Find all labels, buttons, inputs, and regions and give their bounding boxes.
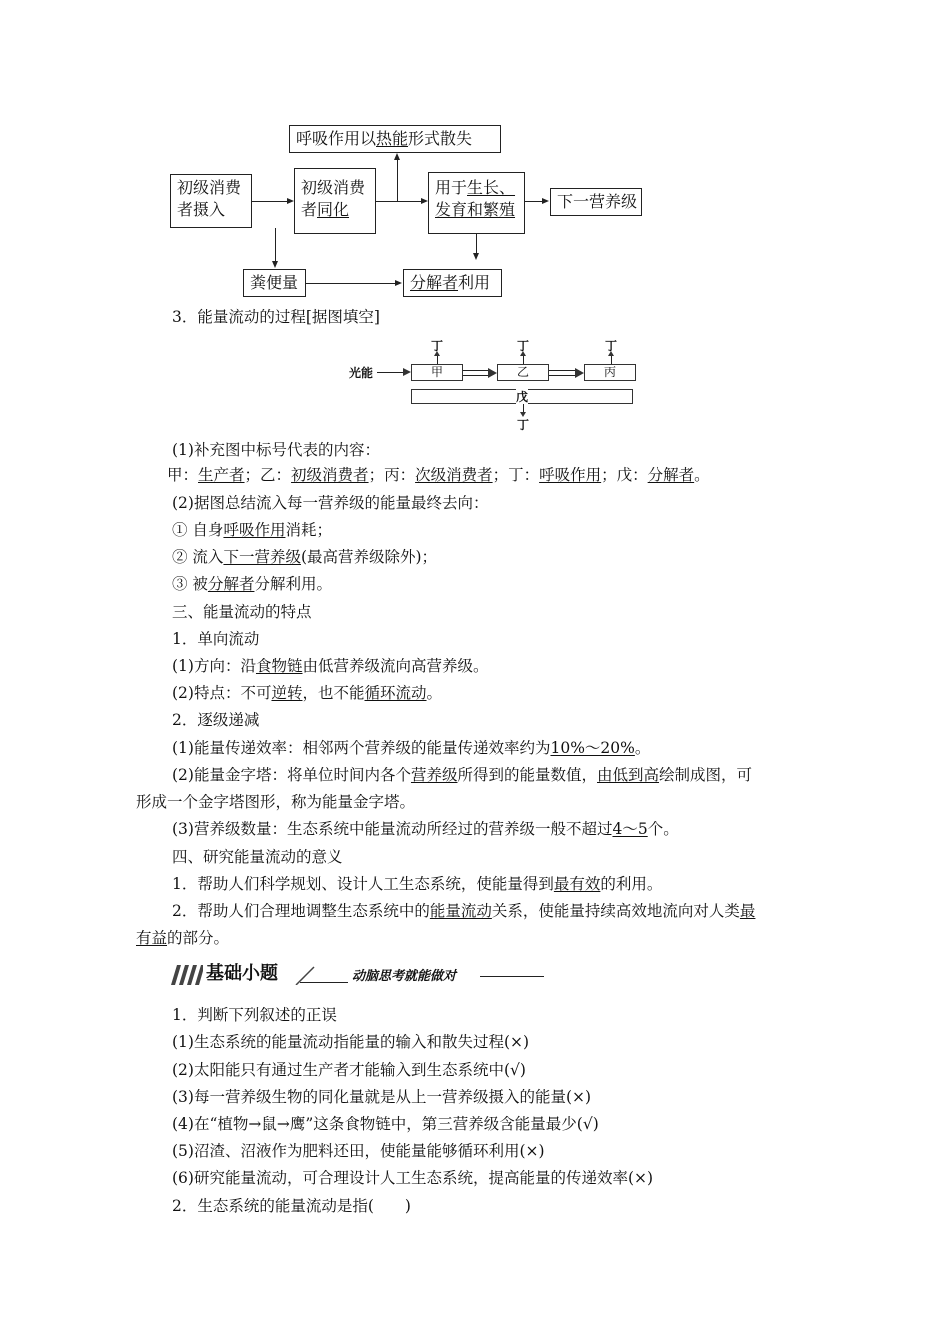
banner-title: 基础小题 <box>206 963 278 984</box>
text-segment: 消耗； <box>285 521 332 539</box>
growth-box: 用于生长、 发育和繁殖 <box>428 172 525 234</box>
answer-blank: 10%～20% <box>550 739 635 757</box>
text-segment: 关系，使能量持续高效地流向对人类 <box>491 902 740 920</box>
arrow-right-icon <box>575 368 584 378</box>
banner-subtitle: 动脑思考就能做对 <box>352 969 457 984</box>
answer-blank: 初级消费者 <box>291 466 369 484</box>
arrow-down-icon <box>473 253 479 260</box>
text-line <box>172 818 679 840</box>
connector <box>549 375 576 376</box>
subheading: 1．单向流动 <box>172 630 260 648</box>
text-segment: ；乙： <box>244 466 292 484</box>
text-line: 形成一个金字塔图形，称为能量金字塔。 <box>136 793 416 811</box>
arrow-right-icon <box>287 198 294 204</box>
connector <box>306 283 396 284</box>
text-segment: ，也不能 <box>302 684 365 702</box>
connector <box>397 160 398 201</box>
quiz-item: (6)研究能量流动，可合理设计人工生态系统，提高能量的传递效率(×) <box>172 1169 654 1187</box>
answer-blank: 分解者 <box>647 466 695 484</box>
label-d1: 丁 <box>431 339 444 353</box>
label-d3: 丁 <box>605 339 618 353</box>
question-1: 1．判断下列叙述的正误 <box>172 1006 337 1024</box>
banner-rule <box>480 976 544 977</box>
connector <box>523 355 524 364</box>
text-segment: 2．帮助人们合理地调整生态系统中的 <box>172 902 430 920</box>
text-segment: (1)方向：沿 <box>172 657 256 675</box>
arrow-up-icon <box>520 351 526 356</box>
text-segment: ；丙： <box>368 466 416 484</box>
text-segment: ③ 被 <box>172 575 208 593</box>
respiration-box: 呼吸作用以热能形式散失 <box>289 125 501 153</box>
text-line <box>172 873 662 895</box>
text-segment: 的部分。 <box>167 929 230 947</box>
arrow-right-icon <box>403 368 411 376</box>
node-a: 甲 <box>411 364 463 381</box>
text-segment: ② 流入 <box>172 548 224 566</box>
feces-box: 粪便量 <box>243 269 306 297</box>
text-line <box>172 900 755 922</box>
label-d2: 丁 <box>517 339 530 353</box>
node-b: 乙 <box>497 364 549 381</box>
answer-blank: 下一营养级 <box>223 548 301 566</box>
text-segment: (3)营养级数量：生态系统中能量流动所经过的营养级一般不超过 <box>172 820 613 838</box>
text-segment: ；戊： <box>601 466 648 484</box>
text-line: (1)补充图中标号代表的内容： <box>172 441 380 459</box>
assimilation-box: 初级消费 者同化 <box>294 168 376 234</box>
label-d4: 丁 <box>517 418 530 432</box>
quiz-item: (3)每一营养级生物的同化量就是从上一营养级摄入的能量(×) <box>172 1088 592 1106</box>
next-level-box: 下一营养级 <box>550 188 642 216</box>
connector <box>275 228 276 262</box>
text-line: (2)据图总结流入每一营养级的能量最终去向： <box>172 494 489 512</box>
text-line <box>167 464 710 486</box>
answer-blank: 由低到高 <box>597 766 660 784</box>
text-segment: (1)能量传递效率：相邻两个营养级的能量传递效率约为 <box>172 739 551 757</box>
text-line <box>172 519 332 541</box>
answer-blank: 呼吸作用 <box>223 521 286 539</box>
text-segment: 的利用。 <box>600 875 663 893</box>
text-segment: 。 <box>426 684 443 702</box>
text-segment: 由低营养级流向高营养级。 <box>302 657 489 675</box>
quiz-item: (1)生态系统的能量流动指能量的输入和散失过程(×) <box>172 1033 530 1051</box>
connector <box>549 370 576 371</box>
intake-box: 初级消费 者摄入 <box>170 174 252 228</box>
subheading: 2．逐级递减 <box>172 711 260 729</box>
answer-blank: 能量流动 <box>429 902 492 920</box>
text-segment: 分解利用。 <box>254 575 332 593</box>
heading: 三、能量流动的特点 <box>172 603 312 621</box>
text-line <box>172 764 752 786</box>
arrow-up-icon <box>394 153 400 160</box>
answer-blank: 营养级 <box>410 766 458 784</box>
connector <box>437 355 438 364</box>
connector <box>525 201 543 202</box>
answer-blank: 次级消费者 <box>415 466 493 484</box>
quiz-item: (5)沼渣、沼液作为肥料还田，使能量能够循环利用(×) <box>172 1142 545 1160</box>
text-segment: 所得到的能量数值， <box>457 766 597 784</box>
answer-blank: 4～5 <box>612 820 648 838</box>
arrow-right-icon <box>421 198 428 204</box>
text-line <box>172 573 332 595</box>
text-segment: (最高营养级除外)； <box>300 548 438 566</box>
answer-blank: 食物链 <box>255 657 303 675</box>
light-label: 光能 <box>349 366 374 380</box>
text-segment: 1．帮助人们科学规划、设计人工生态系统，使能量得到 <box>172 875 554 893</box>
arrow-right-icon <box>395 280 402 286</box>
label-e: 戊 <box>516 390 529 404</box>
arrow-up-icon <box>434 351 440 356</box>
text-line <box>172 737 650 759</box>
connector <box>376 201 422 202</box>
connector <box>476 234 477 254</box>
text-segment: 。 <box>634 739 651 757</box>
arrow-right-icon <box>488 368 497 378</box>
text-segment: ① 自身 <box>172 521 224 539</box>
connector <box>252 201 288 202</box>
text-line <box>136 927 229 949</box>
text-segment: (2)特点：不可 <box>172 684 272 702</box>
quiz-item: (4)在“植物→鼠→鹰”这条食物链中，第三营养级含能量最少(√) <box>172 1115 599 1133</box>
text-line <box>172 682 442 704</box>
answer-blank: 呼吸作用 <box>539 466 602 484</box>
text-segment: 。 <box>694 466 710 484</box>
connector <box>611 355 612 364</box>
question-2: 2．生态系统的能量流动是指( ) <box>172 1197 411 1215</box>
text-segment: 绘制成图，可 <box>659 766 753 784</box>
text-segment: 甲： <box>167 466 199 484</box>
connector <box>463 370 489 371</box>
arrow-down-icon <box>272 261 278 268</box>
answer-blank: 逆转 <box>271 684 303 702</box>
decomposer-box: 分解者利用 <box>403 269 502 297</box>
connector <box>377 372 404 373</box>
text-line <box>172 546 437 568</box>
answer-blank: 最 <box>739 902 756 920</box>
arrow-up-icon <box>608 351 614 356</box>
connector <box>463 375 489 376</box>
section-3-title: 3．能量流动的过程[据图填空] <box>172 308 380 326</box>
banner-rule <box>300 982 348 983</box>
node-c: 丙 <box>584 364 636 381</box>
quiz-item: (2)太阳能只有通过生产者才能输入到生态系统中(√) <box>172 1061 526 1079</box>
answer-blank: 有益 <box>136 929 168 947</box>
stripes-icon <box>171 965 203 985</box>
text-segment: ；丁： <box>492 466 540 484</box>
answer-blank: 生产者 <box>198 466 245 484</box>
answer-blank: 分解者 <box>207 575 255 593</box>
text-segment: 个。 <box>647 820 679 838</box>
heading: 四、研究能量流动的意义 <box>172 848 343 866</box>
text-segment: (2)能量金字塔：将单位时间内各个 <box>172 766 411 784</box>
text-line <box>172 655 489 677</box>
arrow-right-icon <box>542 198 549 204</box>
answer-blank: 最有效 <box>553 875 601 893</box>
answer-blank: 循环流动 <box>364 684 427 702</box>
